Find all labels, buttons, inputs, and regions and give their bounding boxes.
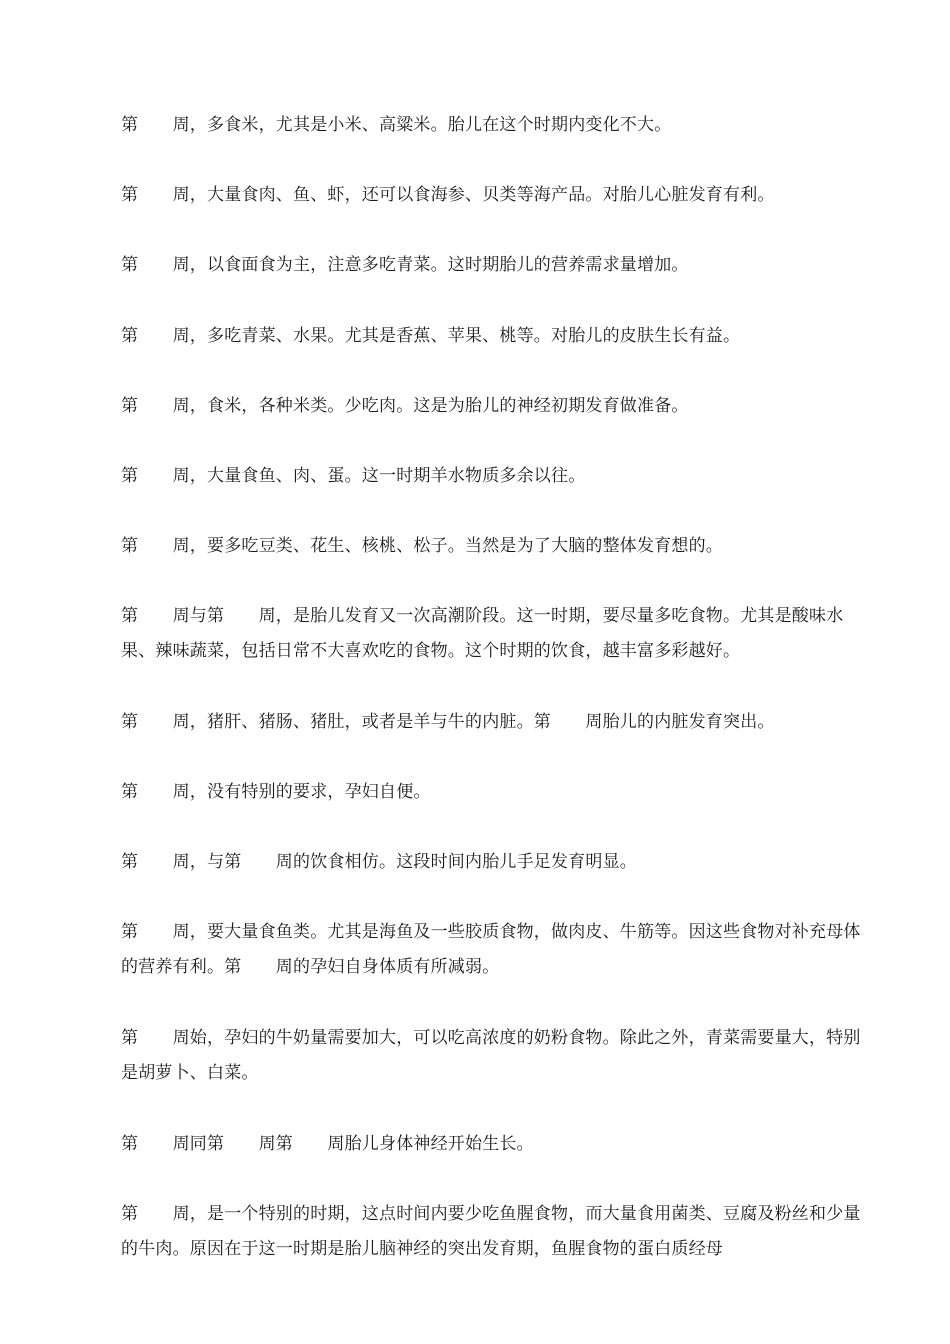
paragraph-6: 第 周，大量食鱼、肉、蛋。这一时期羊水物质多余以往。 bbox=[121, 466, 586, 486]
paragraph-14: 第 周同第 周第 周胎儿身体神经开始生长。 bbox=[121, 1134, 534, 1154]
paragraph-8: 第 周与第 周，是胎儿发育又一次高潮阶段。这一时期，要尽量多吃食物。尤其是酸味水果、辣味蔬菜，包括日常不大喜欢吃的食物。这个时期的饮食，越丰富多彩越好。 bbox=[121, 606, 844, 661]
paragraph-2: 第 周，大量食肉、鱼、虾，还可以食海参、贝类等海产品。对胎儿心脏发育有利。 bbox=[121, 185, 775, 205]
paragraph-1: 第 周，多食米，尤其是小米、高粱米。胎儿在这个时期内变化不大。 bbox=[121, 115, 672, 135]
paragraph-7: 第 周，要多吃豆类、花生、核桃、松子。当然是为了大脑的整体发育想的。 bbox=[121, 536, 723, 556]
paragraph-3: 第 周，以食面食为主，注意多吃青菜。这时期胎儿的营养需求量增加。 bbox=[121, 255, 689, 275]
paragraph-15: 第 周，是一个特别的时期，这点时间内要少吃鱼腥食物，而大量食用菌类、豆腐及粉丝和少量的牛肉。原因在于这一时期是胎儿脑神经的突出发育期，鱼腥食物的蛋白质经母 bbox=[121, 1204, 861, 1259]
paragraph-11: 第 周，与第 周的饮食相仿。这段时间内胎儿手足发育明显。 bbox=[121, 852, 637, 872]
paragraph-5: 第 周，食米，各种米类。少吃肉。这是为胎儿的神经初期发育做准备。 bbox=[121, 396, 689, 416]
paragraph-12: 第 周，要大量食鱼类。尤其是海鱼及一些胶质食物，做肉皮、牛筋等。因这些食物对补充母体的营养有利。第 周的孕妇自身体质有所减弱。 bbox=[121, 922, 861, 977]
paragraph-10: 第 周，没有特别的要求，孕妇自便。 bbox=[121, 782, 431, 802]
paragraph-13: 第 周始，孕妇的牛奶量需要加大，可以吃高浓度的奶粉食物。除此之外，青菜需要量大，特别是胡萝卜、白菜。 bbox=[121, 1028, 861, 1083]
paragraph-9: 第 周，猪肝、猪肠、猪肚，或者是羊与牛的内脏。第 周胎儿的内脏发育突出。 bbox=[121, 712, 775, 732]
paragraph-4: 第 周，多吃青菜、水果。尤其是香蕉、苹果、桃等。对胎儿的皮肤生长有益。 bbox=[121, 326, 741, 346]
